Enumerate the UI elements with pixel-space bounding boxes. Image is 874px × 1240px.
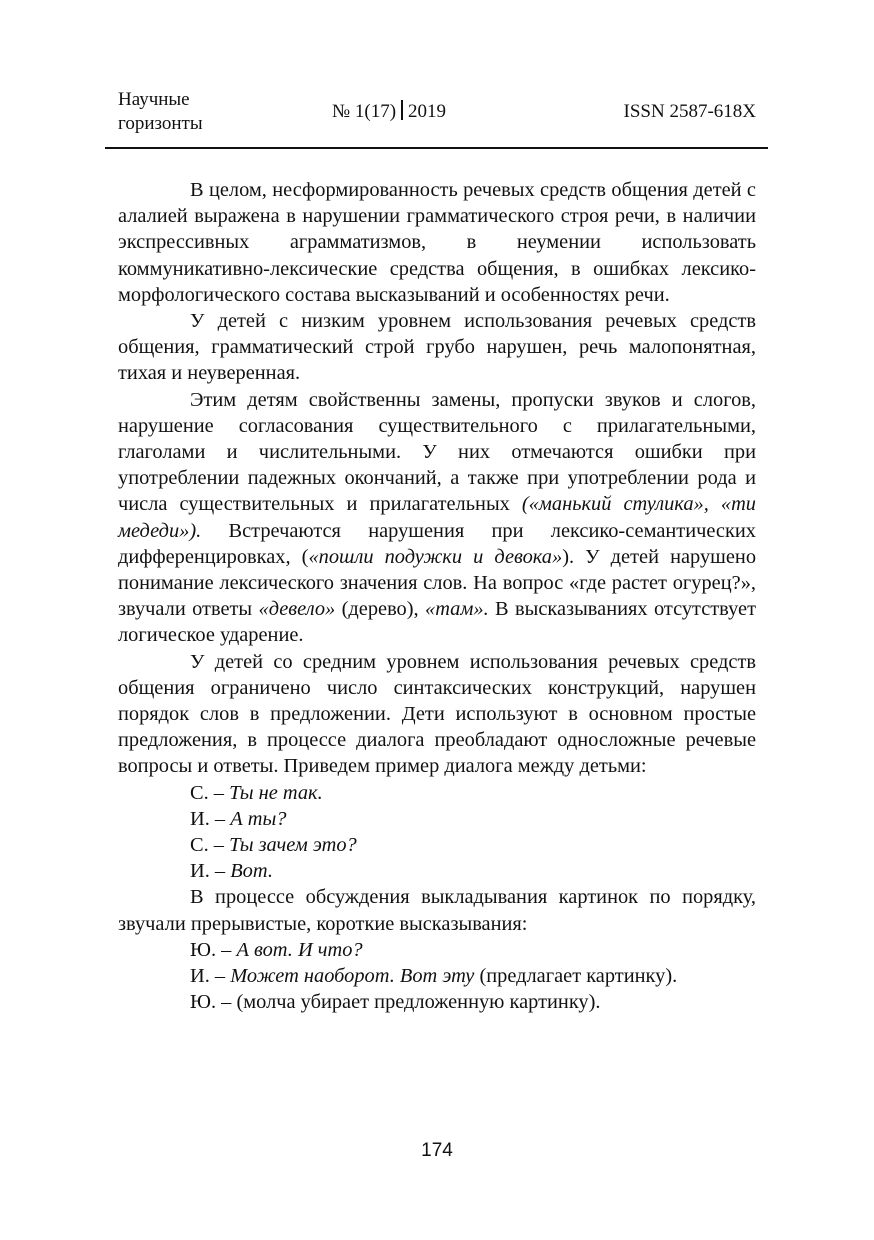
issue-separator	[401, 100, 403, 120]
dialog-line-6	[118, 963, 756, 989]
p3-text-1: Этим детям свойственны замены, пропуски звуков и слогов, нарушение согласования существительного с прилагательными, глаголами и числительными. У них отмечаются ошибки при употреблении падежных окончаний, а также при употреблении рода и числа существительных и прилагательных	[118, 388, 756, 516]
dialog-speaker: С. –	[190, 834, 230, 857]
p3-text-3: ). У детей нарушено понимание лексического значения слов. На вопрос «где растет огурец?», звучали ответы	[118, 545, 757, 621]
issn: ISSN 2587-618X	[623, 101, 756, 122]
paragraph-5: В процессе обсуждения выкладывания картинок по порядку, звучали прерывистые, короткие высказывания:	[118, 886, 756, 935]
dialog-line-1	[118, 780, 756, 806]
p3-example-2: «пошли подужки и девока»	[308, 545, 563, 568]
dialog-text: А вот. И что?	[236, 938, 363, 961]
journal-title-line2: горизонты	[118, 113, 203, 134]
paragraph-2: У детей с низким уровнем использования речевых средств общения, грамматический строй грубо нарушен, речь малопонятная, тихая и неуверенная.	[118, 310, 756, 385]
dialog-text: Вот.	[230, 860, 273, 883]
dialog-note: (предлагает картинку).	[474, 965, 678, 988]
running-header	[118, 86, 766, 144]
dialog-text: Ты зачем это?	[229, 834, 357, 857]
p3-example-4: «там».	[425, 598, 489, 621]
paragraph-3	[118, 387, 756, 649]
p3-example-1: («манький стулика», «ти медеди»).	[118, 493, 756, 542]
article-body	[118, 177, 756, 1016]
issue-info	[332, 100, 446, 124]
paragraph-1: В целом, несформированность речевых средств общения детей с алалией выражена в нарушении грамматического строя речи, в наличии экспрессивных аграмматизмов, в неумении использовать коммуникативно-лексические средства общения, в ошибках лексико-морфологического состава высказываний и особенностях речи.	[118, 179, 756, 306]
dialog-line-4	[118, 858, 756, 884]
page-number: 174	[421, 1140, 453, 1161]
journal-title-line1: Научные	[118, 89, 190, 110]
dialog-line-3	[118, 832, 756, 858]
dialog-text: Ты не так.	[229, 781, 323, 804]
dialog-line-5	[118, 937, 756, 963]
dialog-speaker: Ю. –	[190, 938, 237, 961]
dialog-line-2	[118, 806, 756, 832]
dialog-text: А ты?	[230, 807, 287, 830]
p3-text-2: Встречаются нарушения при лексико-семантических дифференцировках, (	[118, 519, 756, 568]
issue-number: № 1(17)	[332, 101, 397, 122]
dialog-text: Может наоборот. Вот эту	[230, 965, 475, 988]
dialog-speaker: С. –	[190, 781, 230, 804]
issue-year: 2019	[408, 101, 447, 122]
p3-text-5: В высказываниях отсутствует логическое ударение.	[118, 598, 756, 647]
paragraph-4: У детей со средним уровнем использования речевых средств общения ограничено число синтаксических конструкций, нарушен порядок слов в предложении. Дети используют в основном простые предложения, в процессе диалога преобладают односложные речевые вопросы и ответы. Приведем пример диалога между детьми:	[118, 650, 756, 778]
p3-text-4: (дерево),	[335, 598, 426, 621]
dialog-line-7: Ю. – (молча убирает предложенную картинку).	[190, 991, 601, 1014]
dialog-speaker: И. –	[190, 807, 231, 830]
header-rule	[105, 147, 768, 149]
p3-example-3: «девело»	[258, 598, 336, 621]
journal-title	[118, 88, 203, 136]
dialog-speaker: И. –	[190, 860, 231, 883]
dialog-speaker: И. –	[190, 965, 231, 988]
